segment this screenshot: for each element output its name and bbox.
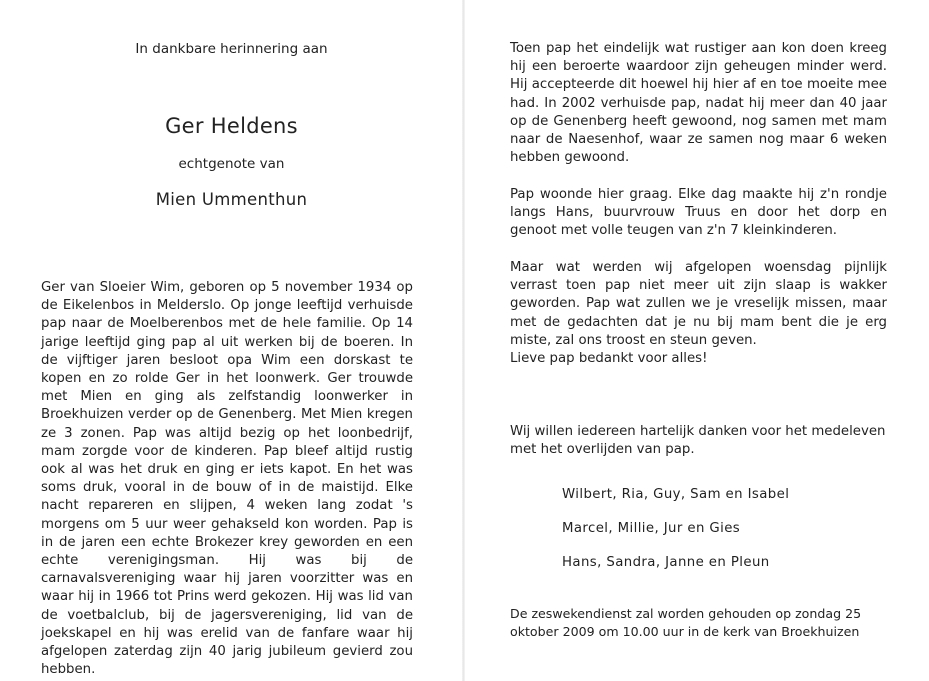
deceased-name: Ger Heldens (165, 114, 298, 138)
signature-line: Wilbert, Ria, Guy, Sam en Isabel (562, 487, 790, 502)
paragraph-later-life: Toen pap het eindelijk wat rustiger aan kon doen kreeg hij een beroerte waardoor zijn geheugen minder werd. Hij accepteerde dit hoewel hij hier af en toe moeite mee had. In 2002 verhuisde pap, nadat hij meer dan 40 jaar op de Genenberg heeft gewoond, nog samen met mam naar de Naesenhof, waar ze samen nog maar 6 weken hebben gewoond. (510, 41, 887, 166)
paragraph-naesenhof: Pap woonde hier graag. Elke dag maakte hij z'n rondje langs Hans, buurvrouw Truus en door het dorp en genoot met volle teugen van z'n 7 kleinkinderen. (510, 187, 887, 239)
paragraph-farewell: Lieve pap bedankt voor alles! (510, 351, 708, 366)
thanks-text: Wij willen iedereen hartelijk danken voor het medeleven met het overlijden van pap. (510, 424, 886, 458)
left-page (0, 0, 463, 681)
spouse-name: Mien Ummenthun (155, 190, 308, 209)
relation-label: echtgenote van (178, 156, 285, 172)
paragraph-passing: Maar wat werden wij afgelopen woensdag pijnlijk verrast toen pap niet meer uit zijn slaap is wakker geworden. Pap wat zullen we je vreselijk missen, maar met de gedachten dat je nu bij mam bent die je erg miste, zal ons troost en steun geven. (510, 260, 887, 348)
biography-text: Ger van Sloeier Wim, geboren op 5 november 1934 op de Eikelenbos in Melderslo. Op jonge leeftijd verhuisde pap naar de Moelberenbos met de hele familie. Op 14 jarige leeftijd ging pap al uit werken bij de boeren. In de vijftiger jaren besloot opa Wim een dorskast te kopen en zo rolde Ger in het loonwerk. Ger trouwde met Mien en ging als zelfstandig loonwerker in Broekhuizen verder op de Genenberg. Met Mien kregen ze 3 zonen. Pap was altijd bezig op het loonbedrijf, mam zorgde voor de kinderen. Pap bleef altijd rustig ook al was het druk en ging er iets kapot. En het was soms druk, vooral in de bouw of in de maistijd. Elke nacht repareren en slijpen, 4 weken lang zodat 's morgens om 5 uur weer gehakseld kon worden. Pap is in de jaren een echte Brokezer krey geworden en een echte verenigingsman. Hij was bij de carnavalsvereniging waar hij jaren voorzitter was en waar hij in 1966 tot Prins werd gekozen. Hij was lid van de voetbalclub, bij de jagersvereniging, lid van de joekskapel en hij was erelid van de fanfare waar hij afgelopen zaterdag zijn 40 jarig jubileum gevierd zou hebben. (41, 280, 413, 678)
service-notice: De zeswekendienst zal worden gehouden op zondag 25 oktober 2009 om 10.00 uur in de kerk van Broekhuizen (510, 606, 862, 640)
signature-line: Hans, Sandra, Janne en Pleun (562, 555, 770, 570)
signature-line: Marcel, Millie, Jur en Gies (562, 521, 741, 536)
memorial-intro: In dankbare herinnering aan (135, 41, 328, 57)
